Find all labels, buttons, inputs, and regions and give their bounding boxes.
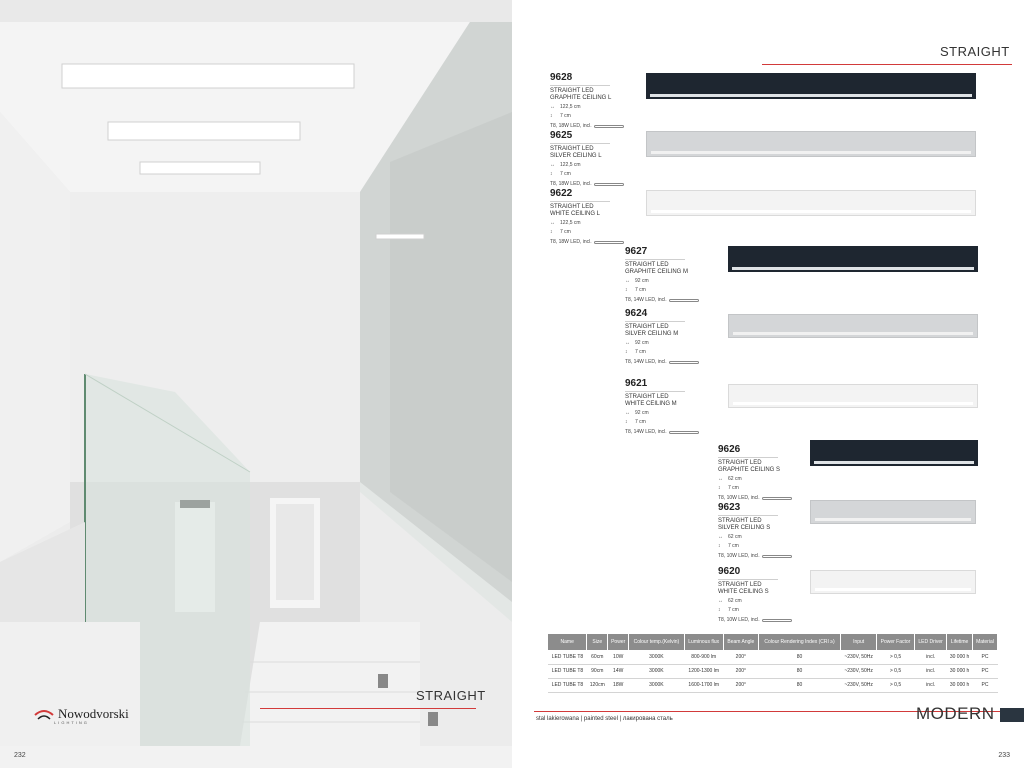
product-length: ↔ 122,5 cm xyxy=(550,104,581,110)
caption-underline xyxy=(260,708,476,709)
table-cell: 80 xyxy=(758,678,840,692)
header-cell: Name xyxy=(548,634,587,650)
table-cell: LED TUBE T8 xyxy=(548,678,587,692)
product-name-line2: SILVER CEILING L xyxy=(550,153,602,159)
table-cell: 3000K xyxy=(629,650,684,664)
table-cell: 3000K xyxy=(629,664,684,678)
product-height: ↕ 7 cm xyxy=(625,419,646,425)
spec-table-header-row xyxy=(548,634,998,650)
product-rule xyxy=(625,259,685,260)
header-cell: Colour Rendering Index (CRI ≥) xyxy=(758,634,840,650)
product-name-line2: SILVER CEILING M xyxy=(625,331,679,337)
product-code: 9625 xyxy=(550,130,573,141)
product-height: ↕ 7 cm xyxy=(718,485,739,491)
header-cell: Lifetime xyxy=(947,634,973,650)
product-length: ↔ 62 cm xyxy=(718,476,742,482)
table-cell: 200° xyxy=(723,664,758,678)
table-cell: > 0,5 xyxy=(876,678,914,692)
height-arrow-icon: ↕ xyxy=(625,287,628,293)
product-height: ↕ 7 cm xyxy=(718,607,739,613)
table-cell: LED TUBE T8 xyxy=(548,664,587,678)
product-name-line2: GRAPHITE CEILING L xyxy=(550,95,612,101)
product-9628 xyxy=(550,72,624,129)
right-page xyxy=(512,0,1024,768)
product-9620 xyxy=(718,566,792,623)
tube-icon xyxy=(762,619,792,622)
table-cell: 10W xyxy=(608,650,629,664)
product-code: 9623 xyxy=(718,502,741,513)
product-length: ↔ 92 cm xyxy=(625,278,649,284)
table-cell: incl. xyxy=(915,664,947,678)
table-cell: 120cm xyxy=(587,678,608,692)
height-arrow-icon: ↕ xyxy=(550,113,553,119)
product-name-line2: GRAPHITE CEILING S xyxy=(718,467,781,473)
table-cell: 1600-1700 lm xyxy=(684,678,723,692)
product-bulb: T8, 10W LED, incl. xyxy=(718,553,792,559)
product-name-line1: STRAIGHT LED xyxy=(625,262,669,268)
product-9623 xyxy=(718,502,792,559)
section-tab-marker xyxy=(1000,708,1024,722)
tube-icon xyxy=(594,241,624,244)
product-name-line2: WHITE CEILING S xyxy=(718,589,769,595)
product-bulb: T8, 14W LED, incl. xyxy=(625,359,699,365)
product-length: ↔ 122,5 cm xyxy=(550,220,581,226)
product-length: ↔ 62 cm xyxy=(718,534,742,540)
header-underline xyxy=(762,64,1012,65)
product-code: 9627 xyxy=(625,246,648,257)
width-arrow-icon: ↔ xyxy=(625,340,630,346)
product-name-line1: STRAIGHT LED xyxy=(550,146,594,152)
product-name-line2: GRAPHITE CEILING M xyxy=(625,269,689,275)
header-cell: Power Factor xyxy=(876,634,914,650)
product-name-line1: STRAIGHT LED xyxy=(625,394,669,400)
fixture-9622-white-l xyxy=(646,190,976,216)
height-arrow-icon: ↕ xyxy=(718,543,721,549)
height-arrow-icon: ↕ xyxy=(718,607,721,613)
product-height: ↕ 7 cm xyxy=(625,349,646,355)
product-9622 xyxy=(550,188,624,245)
table-cell: 800-900 lm xyxy=(684,650,723,664)
height-arrow-icon: ↕ xyxy=(550,171,553,177)
width-arrow-icon: ↔ xyxy=(550,162,555,168)
height-arrow-icon: ↕ xyxy=(718,485,721,491)
table-cell: 80 xyxy=(758,664,840,678)
table-cell: > 0,5 xyxy=(876,650,914,664)
product-bulb: T8, 10W LED, incl. xyxy=(718,617,792,623)
width-arrow-icon: ↔ xyxy=(550,220,555,226)
product-9625 xyxy=(550,130,624,187)
product-name-line1: STRAIGHT LED xyxy=(625,324,669,330)
header-cell: LED Driver xyxy=(915,634,947,650)
header-cell: Material xyxy=(972,634,997,650)
table-row xyxy=(548,650,998,664)
header-cell: Colour temp.(Kelvin) xyxy=(629,634,684,650)
fixture-9626-graphite-s xyxy=(810,440,978,466)
brand-name: Nowodvorski xyxy=(58,706,129,721)
header-cell: Beam Angle xyxy=(723,634,758,650)
width-arrow-icon: ↔ xyxy=(718,476,723,482)
product-code: 9626 xyxy=(718,444,741,455)
table-row xyxy=(548,664,998,678)
table-cell: 200° xyxy=(723,678,758,692)
table-cell: 18W xyxy=(608,678,629,692)
header-cell: Power xyxy=(608,634,629,650)
product-code: 9621 xyxy=(625,378,648,389)
product-name-line1: STRAIGHT LED xyxy=(718,582,762,588)
product-height: ↕ 7 cm xyxy=(718,543,739,549)
tube-icon xyxy=(669,431,699,434)
height-arrow-icon: ↕ xyxy=(550,229,553,235)
tube-icon xyxy=(669,361,699,364)
spec-table xyxy=(548,634,998,693)
product-name-line1: STRAIGHT LED xyxy=(718,518,762,524)
fixture-9620-white-s xyxy=(810,570,976,594)
product-rule xyxy=(625,391,685,392)
height-arrow-icon: ↕ xyxy=(625,419,628,425)
product-length: ↔ 92 cm xyxy=(625,410,649,416)
interior-photo xyxy=(0,22,512,746)
table-cell: LED TUBE T8 xyxy=(548,650,587,664)
table-cell: > 0,5 xyxy=(876,664,914,678)
section-title: MODERN xyxy=(916,704,995,723)
table-cell: PC xyxy=(972,678,997,692)
page-header-title: STRAIGHT xyxy=(940,44,1010,59)
table-cell: incl. xyxy=(915,650,947,664)
width-arrow-icon: ↔ xyxy=(625,410,630,416)
product-rule xyxy=(550,143,610,144)
tube-icon xyxy=(762,497,792,500)
left-page-caption: STRAIGHT xyxy=(416,688,486,703)
material-text: stal lakierowana | painted steel | лакирована сталь xyxy=(536,716,673,722)
fixture-9621-white-m xyxy=(728,384,978,408)
product-height: ↕ 7 cm xyxy=(550,229,571,235)
product-bulb: T8, 18W LED, incl. xyxy=(550,239,624,245)
product-rule xyxy=(718,515,778,516)
product-length: ↔ 92 cm xyxy=(625,340,649,346)
header-cell: Size xyxy=(587,634,608,650)
tube-icon xyxy=(594,183,624,186)
product-9624 xyxy=(625,308,699,365)
brand-logo-icon xyxy=(34,707,54,721)
tube-icon xyxy=(669,299,699,302)
product-name-line2: WHITE CEILING L xyxy=(550,211,601,217)
tube-icon xyxy=(762,555,792,558)
table-cell: 3000K xyxy=(629,678,684,692)
fixture-9624-silver-m xyxy=(728,314,978,338)
product-height: ↕ 7 cm xyxy=(550,113,571,119)
interior-photo-svg xyxy=(0,22,512,746)
width-arrow-icon: ↔ xyxy=(718,534,723,540)
product-name-line2: SILVER CEILING S xyxy=(718,525,771,531)
height-arrow-icon: ↕ xyxy=(625,349,628,355)
fixture-9627-graphite-m xyxy=(728,246,978,272)
table-cell: 30 000 h xyxy=(947,664,973,678)
product-bulb: T8, 14W LED, incl. xyxy=(625,429,699,435)
table-cell: 14W xyxy=(608,664,629,678)
page-number-right: 233 xyxy=(998,752,1010,759)
product-rule xyxy=(718,579,778,580)
product-rule xyxy=(625,321,685,322)
header-cell: Input xyxy=(841,634,877,650)
product-name-line1: STRAIGHT LED xyxy=(718,460,762,466)
product-bulb: T8, 14W LED, incl. xyxy=(625,297,699,303)
product-rule xyxy=(550,85,610,86)
product-length: ↔ 62 cm xyxy=(718,598,742,604)
product-bulb: T8, 10W LED, incl. xyxy=(718,495,792,501)
product-length: ↔ 122,5 cm xyxy=(550,162,581,168)
product-height: ↕ 7 cm xyxy=(550,171,571,177)
fixture-9628-graphite-l xyxy=(646,73,976,99)
table-cell: 30 000 h xyxy=(947,678,973,692)
product-name-line2: WHITE CEILING M xyxy=(625,401,677,407)
product-code: 9628 xyxy=(550,72,573,83)
table-cell: ~230V, 50Hz xyxy=(841,650,877,664)
width-arrow-icon: ↔ xyxy=(625,278,630,284)
product-9626 xyxy=(718,444,792,501)
product-name-line1: STRAIGHT LED xyxy=(550,88,594,94)
product-code: 9622 xyxy=(550,188,573,199)
product-rule xyxy=(550,201,610,202)
product-rule xyxy=(718,457,778,458)
table-cell: 200° xyxy=(723,650,758,664)
width-arrow-icon: ↔ xyxy=(718,598,723,604)
table-cell: PC xyxy=(972,664,997,678)
table-cell: ~230V, 50Hz xyxy=(841,678,877,692)
table-cell: 60cm xyxy=(587,650,608,664)
width-arrow-icon: ↔ xyxy=(550,104,555,110)
fixture-9625-silver-l xyxy=(646,131,976,157)
product-9621 xyxy=(625,378,699,435)
brand-sub: LIGHTING xyxy=(54,720,89,725)
product-name-line1: STRAIGHT LED xyxy=(550,204,594,210)
page-number-left: 232 xyxy=(14,752,26,759)
product-bulb: T8, 18W LED, incl. xyxy=(550,181,624,187)
table-cell: 80 xyxy=(758,650,840,664)
table-cell: ~230V, 50Hz xyxy=(841,664,877,678)
product-9627 xyxy=(625,246,699,303)
product-height: ↕ 7 cm xyxy=(625,287,646,293)
table-cell: 30 000 h xyxy=(947,650,973,664)
product-code: 9620 xyxy=(718,566,741,577)
table-cell: PC xyxy=(972,650,997,664)
product-bulb: T8, 18W LED, incl. xyxy=(550,123,624,129)
header-cell: Luminous flux xyxy=(684,634,723,650)
fixture-9623-silver-s xyxy=(810,500,976,524)
table-cell: 90cm xyxy=(587,664,608,678)
product-code: 9624 xyxy=(625,308,648,319)
table-cell: 1200-1300 lm xyxy=(684,664,723,678)
table-row xyxy=(548,678,998,692)
tube-icon xyxy=(594,125,624,128)
bottom-strip xyxy=(0,746,512,768)
table-cell: incl. xyxy=(915,678,947,692)
